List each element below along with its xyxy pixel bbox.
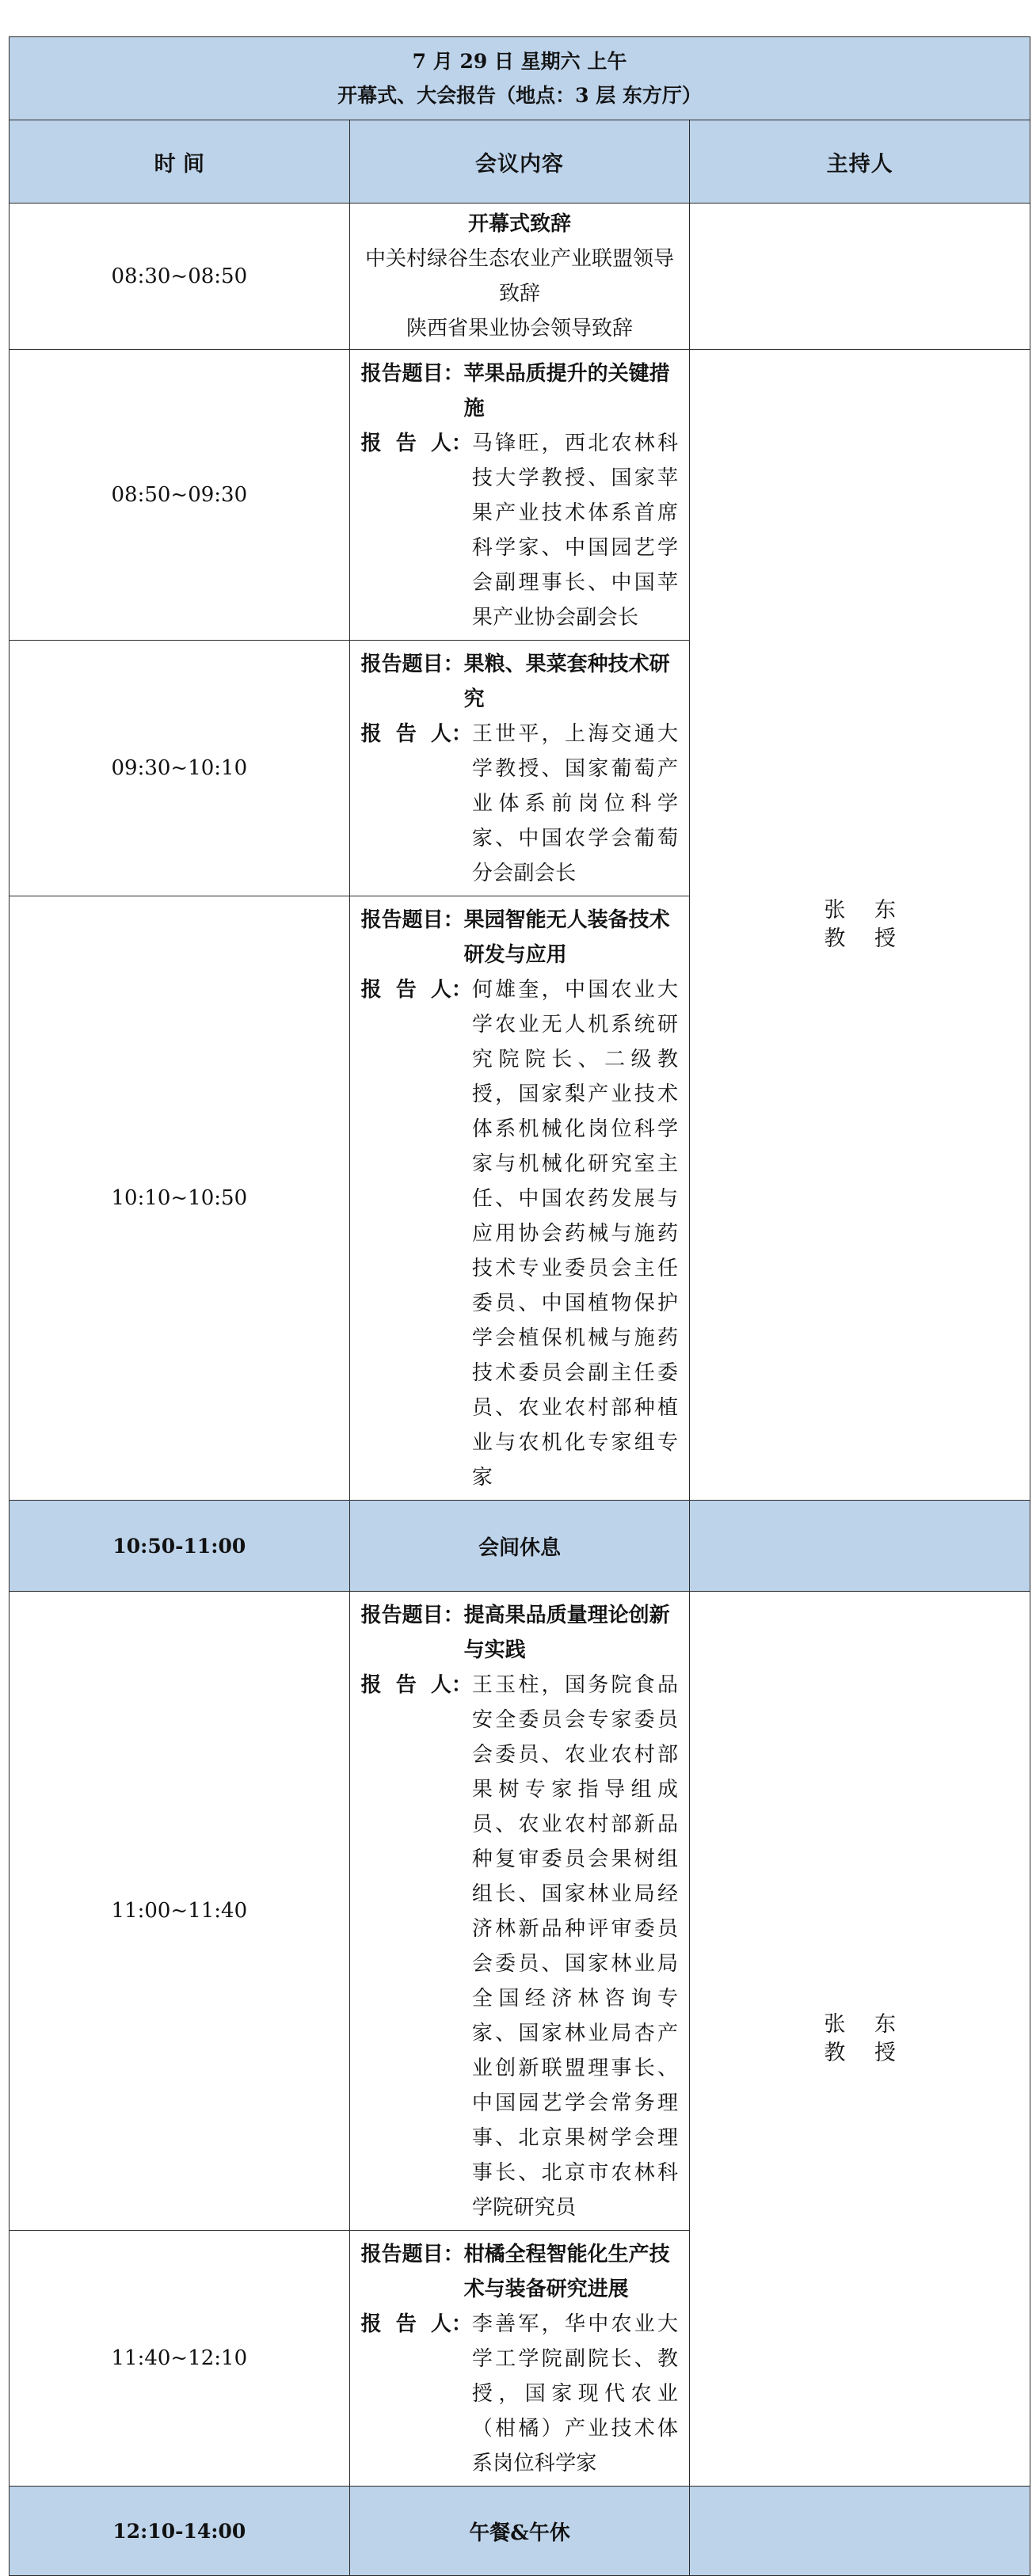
speaker-info: 何雄奎，中国农业大学农业无人机系统研究院院长、二级教授，国家梨产业技术体系机械化岗位科学家与机械化研究室主任、中国农药发展与应用协会药械与施药技术专业委员会主任委员、中国植物保护学会植保机械与施药技术委员会副主任委员、农业农村部种植业与农机化专家组专家: [471, 978, 679, 1490]
opening-line: 陕西省果业协会领导致辞: [406, 317, 633, 341]
schedule-header: [10, 37, 1030, 120]
speaker-label: 报 告 人：: [360, 978, 472, 1002]
speaker-info: 李善军，华中农业大学工学院副院长、教授，国家现代农业（柑橘）产业技术体系岗位科学家: [471, 2312, 679, 2475]
talk-content: [349, 896, 690, 1501]
break-label: 午餐&午休: [349, 2487, 690, 2576]
time-cell: 08:50~09:30: [10, 350, 350, 641]
time-cell: 10:10~10:50: [10, 896, 350, 1501]
talk-content: [349, 350, 690, 641]
time-cell: 11:00~11:40: [10, 1592, 350, 2231]
column-header-time: 时 间: [10, 120, 350, 204]
host-cell-empty: [690, 2487, 1030, 2576]
opening-line: 中关村绿谷生态农业产业联盟领导致辞: [364, 247, 674, 306]
host-cell: [690, 1592, 1030, 2487]
time-cell: 09:30~10:10: [10, 641, 350, 896]
break-label: 会间休息: [349, 1501, 690, 1592]
speaker-label: 报 告 人：: [360, 2312, 472, 2336]
report-title: 果园智能无人装备技术研发与应用: [463, 908, 670, 967]
agenda-row-opening: [10, 204, 1030, 350]
host-cell-empty: [690, 204, 1030, 350]
break-time: 12:10-14:00: [10, 2487, 350, 2576]
column-header-host: 主持人: [690, 120, 1030, 204]
agenda-row-talk: [10, 1592, 1030, 2231]
report-title: 提高果品质量理论创新与实践: [463, 1604, 670, 1662]
report-title-label: 报告题目：: [360, 908, 464, 932]
session-heading: 开幕式、大会报告（地点：3 层 东方厅）: [337, 84, 702, 107]
speaker-info: 王世平，上海交通大学教授、国家葡萄产业体系前岗位科学家、中国农学会葡萄分会副会长: [471, 722, 679, 885]
report-title: 果粮、果菜套种技术研究: [463, 653, 670, 711]
report-title-label: 报告题目：: [360, 1604, 464, 1627]
opening-content: [349, 204, 690, 350]
agenda-row-break: [10, 1501, 1030, 1592]
opening-title: 开幕式致辞: [467, 212, 571, 236]
break-time: 10:50-11:00: [10, 1501, 350, 1592]
report-title-label: 报告题目：: [360, 653, 464, 676]
host-title: 教 授: [824, 2040, 907, 2065]
column-header-content: 会议内容: [349, 120, 690, 204]
report-title-label: 报告题目：: [360, 2243, 464, 2266]
talk-content: [349, 641, 690, 896]
schedule-header-row: [10, 37, 1030, 120]
schedule-table: [9, 36, 1030, 2576]
speaker-label: 报 告 人：: [360, 722, 472, 746]
day-heading: 7 月 29 日 星期六 上午: [412, 50, 627, 73]
talk-content: [349, 1592, 690, 2231]
host-cell-empty: [690, 1501, 1030, 1592]
speaker-info: 王玉柱，国务院食品安全委员会专家委员会委员、农业农村部果树专家指导组成员、农业农村部新品种复审委员会果树组组长、国家林业局经济林新品种评审委员会委员、国家林业局全国经济林咨询专家、国家林业局杏产业创新联盟理事长、中国园艺学会常务理事、北京果树学会理事长、北京市农林科学院研究员: [471, 1673, 679, 2220]
talk-content: [349, 2231, 690, 2487]
host-cell: [690, 350, 1030, 1501]
report-title: 柑橘全程智能化生产技术与装备研究进展: [463, 2243, 670, 2301]
speaker-label: 报 告 人：: [360, 432, 472, 455]
report-title: 苹果品质提升的关键措施: [463, 362, 670, 420]
speaker-label: 报 告 人：: [360, 1673, 472, 1697]
report-title-label: 报告题目：: [360, 362, 464, 386]
time-cell: 11:40~12:10: [10, 2231, 350, 2487]
column-header-row: [10, 120, 1030, 204]
host-name: 张 东: [824, 2011, 907, 2037]
agenda-row-break: [10, 2487, 1030, 2576]
speaker-info: 马锋旺，西北农林科技大学教授、国家苹果产业技术体系首席科学家、中国园艺学会副理事长、中国苹果产业协会副会长: [471, 432, 679, 630]
host-name: 张 东: [824, 898, 907, 923]
time-cell: 08:30~08:50: [10, 204, 350, 350]
host-title: 教 授: [824, 927, 907, 951]
agenda-row-talk: [10, 350, 1030, 641]
